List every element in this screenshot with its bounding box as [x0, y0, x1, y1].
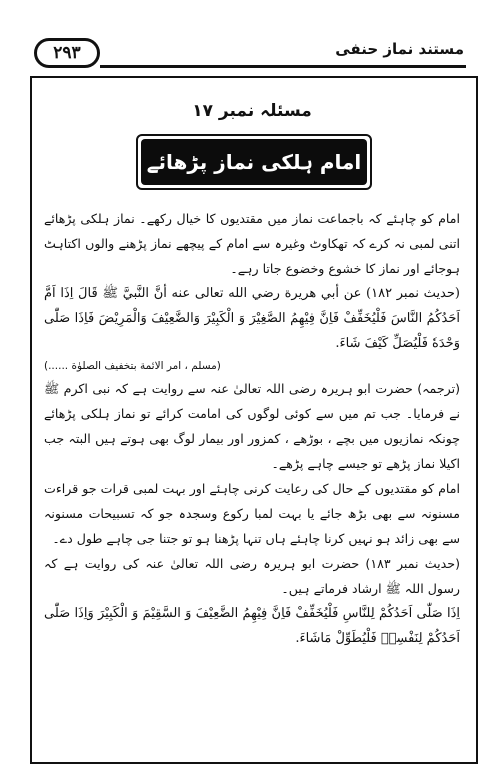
paragraph-commentary: امام کو مقتدیوں کے حال کی رعایت کرنی چاہئے اور بہت لمبی قرات جو قراءت مسنونہ سے بھی بڑھ جائے یا بہت لمبا رکوع وسجدہ جو کہ تسبیحات مسنونہ سے بھی زائد ہو نہیں کرنا چاہئے ہاں تنہا پڑھنا ہو تو جتنا جی چاہے طول دے۔ [44, 481, 460, 546]
section-title-banner [136, 134, 372, 190]
paragraph-intro: امام کو چاہئے کہ باجماعت نماز میں مقتدیوں کا خیال رکھے۔ نماز ہلکی پڑھائے اتنی لمبی نہ کرے کہ تھکاوٹ وغیرہ سے امام کے پیچھے نماز پڑھنے والوں اکتاہٹ ہوجائے اور نماز کا خشوع وخضوع جاتا رہے۔ [44, 211, 460, 276]
masla-number-label: مسئلہ نمبر ۱۷ [192, 101, 312, 121]
hadith-182-arabic: (حدیث نمبر ۱۸۲) عن أبي هريرة رضي الله تعالى عنه أنَّ النَّبيَّ ﷺ قَالَ اِذَا اَمَّ اَحَدُكُمُ النَّاسَ فَلْيُخَفِّفْ فَاِنَّ فِيْهِمُ الصَّغِيْرَ وَ الْكَبِيْرَ وَالضَّعِيْفَ وَالْمَرِيْضَ فَاِذَا صَلّٰى وَحْدَهٗ فَلْيُصَلِّ كَيْفَ شَاءَ. [44, 286, 460, 351]
hadith-183-arabic: اِذَا صَلّٰى اَحَدُكُمْ لِلنَّاسِ فَلْيُخَفِّفْ فَاِنَّ فِيْهِمُ الضَّعِيْفَ وَ السَّقِيْمَ وَ الْكَبِيْرَ وَاِذَا صَلّٰى اَحَدُكُمْ لِنَفْسِهٖ فَلْيُطَوِّلْ مَاشَاءَ. [44, 606, 460, 646]
section-title: امام ہلکی نماز پڑھائے [141, 139, 367, 185]
book-title: مستند نماز حنفی [335, 40, 464, 58]
hadith-reference: (مسلم ، امر الائمة بتخفيف الصلوٰة ......) [44, 360, 221, 372]
body-text [44, 206, 460, 651]
hadith-182-translation: (ترجمہ) حضرت ابو ہریرہ رضی اللہ تعالیٰ عنہ سے روایت ہے کہ نبی اکرم ﷺ نے فرمایا۔ جب تم میں سے کوئی لوگوں کی امامت کرائے تو نماز ہلکی پڑھائے چونکہ نمازیوں میں بچے ، بوڑھے ، کمزور اور بیمار لوگ بھی ہوتے ہیں البتہ جب اکیلا نماز پڑھے تو جیسے چاہے پڑھے۔ [44, 381, 460, 471]
header-rule [100, 65, 466, 68]
page-number: ۲۹۳ [34, 38, 100, 68]
hadith-183-intro: (حدیث نمبر ۱۸۳) حضرت ابو ہریرہ رضی اللہ تعالیٰ عنہ کی روایت ہے کہ رسول اللہ ﷺ ارشاد فرماتے ہیں۔ [44, 556, 460, 596]
